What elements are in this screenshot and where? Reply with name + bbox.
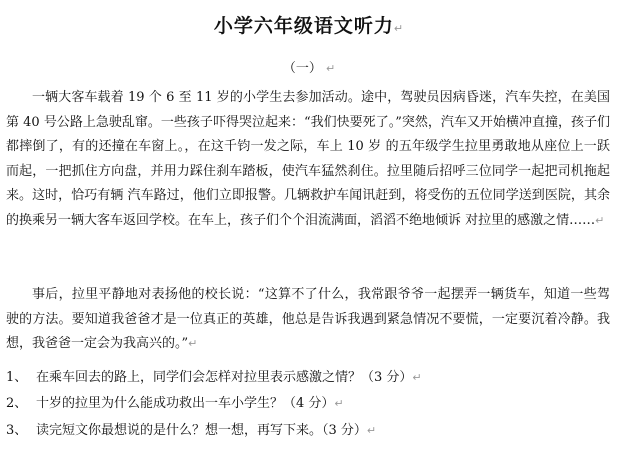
section-heading bbox=[0, 60, 618, 78]
question-3 bbox=[6, 422, 610, 440]
paragraph-mark-icon: ↵ bbox=[366, 424, 377, 437]
paragraph-mark-icon: ↵ bbox=[325, 62, 336, 75]
question-text: 读完短文你最想说的是什么？想一想，再写下来。（3 分） bbox=[36, 423, 367, 438]
question-text: 在乘车回去的路上，同学们会怎样对拉里表示感激之情？（3 分） bbox=[36, 370, 413, 385]
section-text: （一） bbox=[282, 61, 322, 76]
title-text: 小学六年级语文听力 bbox=[213, 15, 394, 37]
paragraph-mark-icon: ↵ bbox=[334, 397, 344, 410]
question-number: 1、 bbox=[6, 370, 28, 385]
document-title bbox=[0, 14, 618, 41]
paragraph-text: 事后，拉里平静地对表扬他的校长说：“这算不了什么，我常跟爷爷一起摆弄一辆货车，知道一些驾驶的方法。要知道我爸爸才是一位真正的英雄，他总是告诉我遇到紧急情况不要慌，一定要沉着冷静。我想，我爸爸一定会为我高兴的。” bbox=[6, 287, 610, 352]
question-2 bbox=[6, 395, 610, 413]
question-number: 2、 bbox=[6, 396, 28, 411]
paragraph-mark-icon: ↵ bbox=[188, 337, 198, 351]
body-paragraph-2 bbox=[6, 283, 610, 357]
question-number: 3、 bbox=[6, 423, 28, 438]
question-text: 十岁的拉里为什么能成功救出一车小学生？（4 分） bbox=[36, 396, 335, 411]
paragraph-mark-icon: ↵ bbox=[412, 371, 422, 384]
paragraph-mark-icon: ↵ bbox=[393, 22, 405, 35]
paragraph-text: 一辆大客车载着 19 个 6 至 11 岁的小学生去参加活动。途中，驾驶员因病昏迷，汽车失控，在美国第 40 号公路上急驶乱窜。一些孩子吓得哭泣起来：“我们快要死了。”突然，汽车又开始横冲直撞，孩子们都摔倒了，有的还撞在车窗上。，在这千钧一发之际，车上 10 岁 的五年级学生拉里勇敢地从座位上一跃而起，一把抓住方向盘，并用力踩住刹车踏板，使汽车猛然刹住。拉里随后招呼三位同学一起把司机拖起来。这时，恰巧有辆 汽车路过，他们立即报警。几辆救护车闻讯赶到，将受伤的五位同学送到医院，其余的换乘另一辆大客车返回学校。在车上，孩子们个个泪流满面，滔滔不绝地倾诉 对拉里的感激之情…… bbox=[6, 90, 610, 228]
paragraph-mark-icon: ↵ bbox=[595, 213, 605, 227]
body-paragraph-1 bbox=[6, 86, 610, 234]
question-1 bbox=[6, 369, 610, 387]
